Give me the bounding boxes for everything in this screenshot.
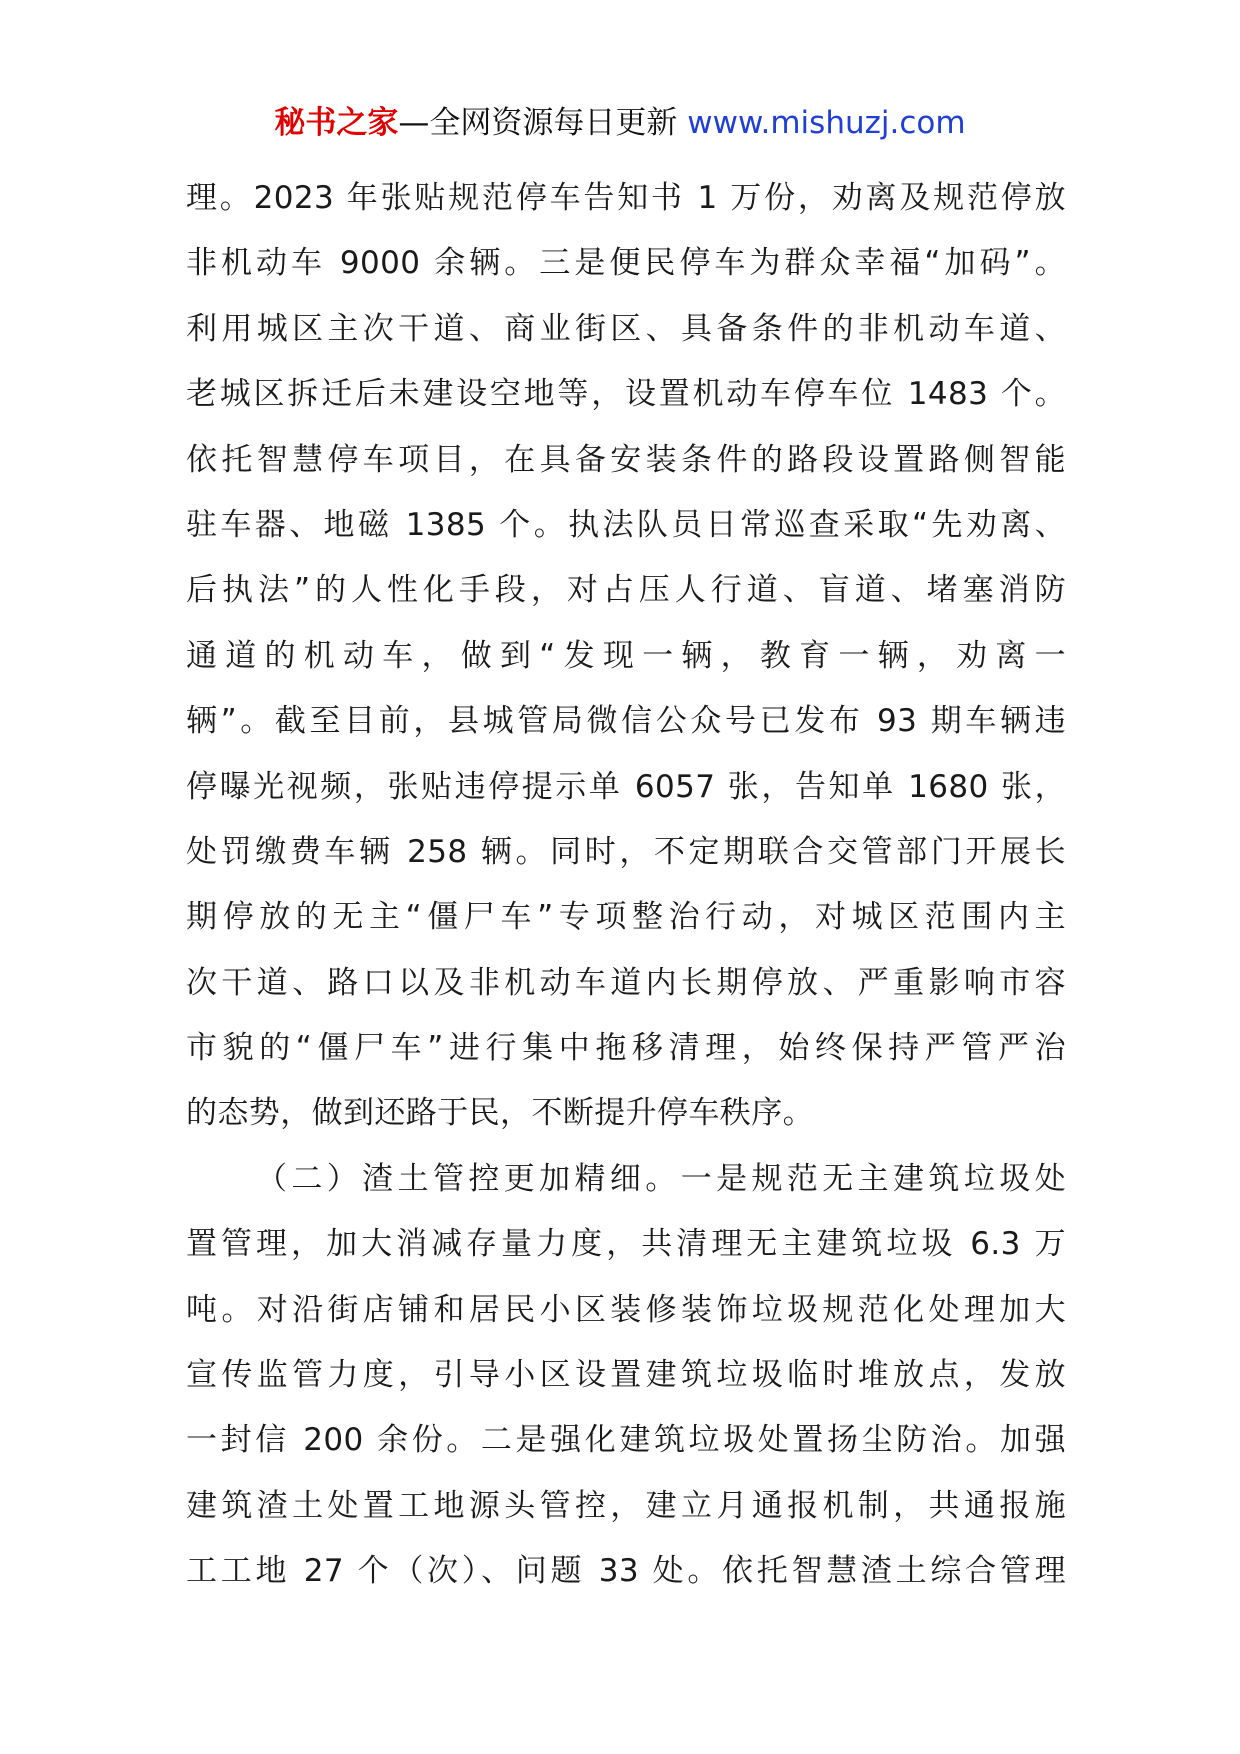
text-line: 辆”。截至目前，县城管局微信公众号已发布 93 期车辆违	[186, 703, 1066, 740]
text-line: 依托智慧停车项目，在具备安装条件的路段设置路侧智能	[186, 441, 1066, 478]
text-line: 后执法”的人性化手段，对占压人行道、盲道、堵塞消防	[186, 572, 1066, 609]
header-tagline: —全网资源每日更新	[398, 105, 678, 141]
text-line: 置管理，加大消减存量力度，共清理无主建筑垃圾 6.3 万	[186, 1226, 1066, 1263]
paragraph-first-line: （二）渣土管控更加精细。一是规范无主建筑垃圾处	[256, 1160, 1066, 1197]
text-line: 建筑渣土处置工地源头管控，建立月通报机制，共通报施	[186, 1487, 1066, 1524]
text-line: 一封信 200 余份。二是强化建筑垃圾处置扬尘防治。加强	[186, 1422, 1066, 1459]
paragraph-last-line: 的态势，做到还路于民，不断提升停车秩序。	[186, 1095, 814, 1132]
text-line: 市貌的“僵尸车”进行集中拖移清理，始终保持严管严治	[186, 1030, 1066, 1067]
page-header	[0, 101, 1240, 145]
text-line: 非机动车 9000 余辆。三是便民停车为群众幸福“加码”。	[186, 245, 1066, 282]
text-line: 停曝光视频，张贴违停提示单 6057 张，告知单 1680 张，	[186, 768, 1066, 805]
text-line: 宣传监管力度，引导小区设置建筑垃圾临时堆放点，发放	[186, 1357, 1066, 1394]
text-line: 吨。对沿街店铺和居民小区装修装饰垃圾规范化处理加大	[186, 1291, 1066, 1328]
text-line: 利用城区主次干道、商业街区、具备条件的非机动车道、	[186, 310, 1066, 347]
text-line: 工工地 27 个（次）、问题 33 处。依托智慧渣土综合管理	[186, 1553, 1066, 1590]
text-line: 驻车器、地磁 1385 个。执法队员日常巡查采取“先劝离、	[186, 506, 1066, 543]
text-line: 次干道、路口以及非机动车道内长期停放、严重影响市容	[186, 964, 1066, 1001]
header-brand: 秘书之家	[274, 105, 399, 141]
header-url[interactable]: www.mishuzj.com	[687, 105, 966, 141]
text-line: 理。2023 年张贴规范停车告知书 1 万份，劝离及规范停放	[186, 180, 1066, 216]
text-line: 处罚缴费车辆 258 辆。同时，不定期联合交管部门开展长	[186, 833, 1066, 870]
text-line: 期停放的无主“僵尸车”专项整治行动，对城区范围内主	[186, 899, 1066, 936]
text-line: 通道的机动车，做到“发现一辆，教育一辆，劝离一	[186, 637, 1066, 674]
document-body	[186, 166, 1066, 1605]
text-line: 老城区拆迁后未建设空地等，设置机动车停车位 1483 个。	[186, 376, 1066, 413]
